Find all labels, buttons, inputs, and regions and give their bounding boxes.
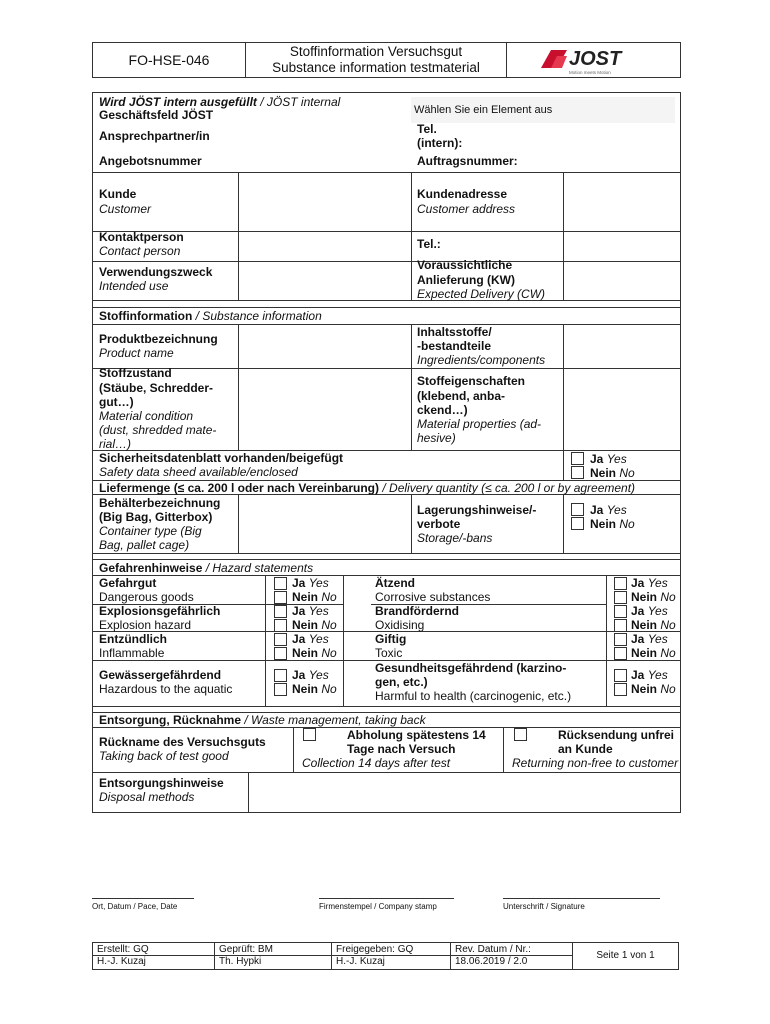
ingredients-label-en: Ingredients/components bbox=[417, 353, 546, 367]
health-no-checkbox[interactable] bbox=[614, 683, 627, 696]
condition-label: Stoffzustand bbox=[99, 366, 172, 380]
no-label: Nein bbox=[631, 618, 658, 632]
title-de: Stoffinformation Versuchsgut bbox=[289, 44, 463, 59]
no-label: Nein bbox=[292, 590, 319, 604]
hazard-health-label-2: gen, etc.) bbox=[375, 675, 428, 689]
released-by: H.-J. Kuzaj bbox=[336, 956, 385, 967]
delivery-label: Voraussichtliche bbox=[417, 258, 513, 272]
checked-label: Geprüft: BM bbox=[219, 944, 273, 955]
contact-label: Kontaktperson bbox=[99, 230, 184, 244]
properties-label-2: (klebend, anba- bbox=[417, 389, 506, 403]
disposal-heading: Entsorgung, Rücknahme bbox=[99, 713, 242, 727]
yes-label: Ja bbox=[631, 576, 645, 590]
no-label-en: No bbox=[321, 590, 337, 604]
collection-checkbox[interactable] bbox=[303, 728, 316, 741]
title-en: Substance information testmaterial bbox=[272, 60, 480, 75]
storage-no-label: Nein bbox=[590, 517, 617, 531]
return-label-en: Taking back of test good bbox=[99, 749, 229, 763]
no-label: Nein bbox=[292, 682, 319, 696]
hazard-oxidising-label: Brandfördernd bbox=[375, 604, 459, 618]
container-label-en: Container type (Big bbox=[99, 524, 202, 538]
hazard-corrosive-label: Ätzend bbox=[375, 576, 415, 590]
no-label-en: No bbox=[660, 590, 676, 604]
division-select[interactable] bbox=[411, 97, 675, 123]
quantity-label-en: / Delivery quantity (≤ ca. 200 l or by agreement) bbox=[382, 481, 636, 495]
no-label-en: No bbox=[660, 682, 676, 696]
yes-label-en: Yes bbox=[308, 576, 329, 590]
hazard-inflammable-label: Entzündlich bbox=[99, 632, 167, 646]
condition-label-en-3: rial…) bbox=[99, 437, 131, 451]
customer-address-label: Kundenadresse bbox=[417, 187, 508, 201]
form-code: FO-HSE-046 bbox=[93, 43, 246, 77]
aquatic-yes-checkbox[interactable] bbox=[274, 669, 287, 682]
storage-label: Lagerungshinweise/- bbox=[417, 503, 537, 517]
storage-yes-label: Ja bbox=[590, 503, 604, 517]
condition-label-en: Material condition bbox=[99, 409, 194, 423]
customer-address-label-en: Customer address bbox=[417, 202, 516, 216]
division-select-value: Wählen Sie ein Element aus bbox=[414, 104, 553, 116]
return-customer-option-en: Returning non-free to customer bbox=[512, 756, 679, 770]
place-date-label: Ort, Datum / Pace, Date bbox=[92, 902, 178, 911]
logo-text: JOST bbox=[569, 48, 622, 70]
hazard-aquatic-label-en: Hazardous to the aquatic bbox=[99, 682, 233, 696]
delivery-label-en: Expected Delivery (CW) bbox=[417, 287, 546, 301]
checked-by: Th. Hypki bbox=[219, 956, 262, 967]
yes-label: Ja bbox=[292, 576, 306, 590]
storage-yes-checkbox[interactable] bbox=[571, 503, 584, 516]
no-label: Nein bbox=[631, 682, 658, 696]
collection-option-en: Collection 14 days after test bbox=[302, 756, 451, 770]
internal-heading: Wird JÖST intern ausgefüllt bbox=[99, 95, 257, 109]
document-footer bbox=[92, 942, 679, 970]
return-customer-option-2: an Kunde bbox=[558, 742, 613, 756]
container-label-en-2: Bag, pallet cage) bbox=[99, 538, 190, 552]
substance-form bbox=[92, 92, 681, 813]
storage-label-en: Storage/-bans bbox=[417, 531, 493, 545]
released-label: Freigegeben: GQ bbox=[336, 944, 414, 955]
document-header bbox=[92, 42, 681, 78]
container-label: Behälterbezeichnung bbox=[99, 496, 221, 510]
storage-label-2: verbote bbox=[417, 517, 461, 531]
hazard-toxic-label-en: Toxic bbox=[375, 646, 403, 660]
storage-yes-label-en: Yes bbox=[606, 503, 627, 517]
internal-tel-sub: (intern): bbox=[417, 136, 463, 150]
no-label: Nein bbox=[292, 646, 319, 660]
hazard-corrosive-label-en: Corrosive substances bbox=[375, 590, 491, 604]
hazard-aquatic-label: Gewässergefährdend bbox=[99, 668, 222, 682]
sds-label-en: Safety data sheed available/enclosed bbox=[99, 465, 298, 479]
toxic-yes-checkbox[interactable] bbox=[614, 633, 627, 646]
sds-yes-checkbox[interactable] bbox=[571, 452, 584, 465]
hazard-dangerous-goods-label: Gefahrgut bbox=[99, 576, 157, 590]
yes-label-en: Yes bbox=[647, 632, 668, 646]
customer-label: Kunde bbox=[99, 187, 137, 201]
customer-label-en: Customer bbox=[99, 202, 152, 216]
disposal-notes-label: Entsorgungshinweise bbox=[99, 776, 224, 790]
hazard-health-label: Gesundheitsgefährdend (karzino- bbox=[375, 661, 567, 675]
hazard-health-label-en: Harmful to health (carcinogenic, etc.) bbox=[375, 689, 572, 703]
oxidising-no-checkbox[interactable] bbox=[614, 619, 627, 632]
explosive-yes-checkbox[interactable] bbox=[274, 605, 287, 618]
ingredients-label: Inhaltsstoffe/ bbox=[417, 325, 492, 339]
product-label: Produktbezeichnung bbox=[99, 332, 218, 346]
yes-label: Ja bbox=[631, 668, 645, 682]
corrosive-yes-checkbox[interactable] bbox=[614, 577, 627, 590]
hazard-explosive-label: Explosionsgefährlich bbox=[99, 604, 221, 618]
disposal-notes-label-en: Disposal methods bbox=[99, 790, 195, 804]
customer-tel-label: Tel.: bbox=[417, 237, 441, 251]
contact-person-label: Ansprechpartner/in bbox=[99, 129, 210, 143]
inflammable-yes-checkbox[interactable] bbox=[274, 633, 287, 646]
hazard-inflammable-label-en: Inflammable bbox=[99, 646, 165, 660]
logo-tagline: Motion meets Motion bbox=[569, 70, 611, 75]
yes-label-en: Yes bbox=[308, 668, 329, 682]
yes-label-en: Yes bbox=[308, 632, 329, 646]
intended-use-label-en: Intended use bbox=[99, 279, 169, 293]
yes-label: Ja bbox=[292, 668, 306, 682]
toxic-no-checkbox[interactable] bbox=[614, 647, 627, 660]
delivery-label-2: Anlieferung (KW) bbox=[417, 273, 515, 287]
document-title bbox=[246, 43, 507, 78]
hazard-explosive-label-en: Explosion hazard bbox=[99, 618, 192, 632]
no-label-en: No bbox=[321, 646, 337, 660]
no-label: Nein bbox=[631, 590, 658, 604]
yes-label-en: Yes bbox=[647, 604, 668, 618]
no-label-en: No bbox=[321, 618, 337, 632]
yes-label-en: Yes bbox=[308, 604, 329, 618]
sds-yes-label-en: Yes bbox=[606, 452, 627, 466]
substance-heading: Stoffinformation bbox=[99, 309, 193, 323]
company-logo bbox=[507, 43, 680, 77]
no-label-en: No bbox=[321, 682, 337, 696]
hazard-oxidising-label-en: Oxidising bbox=[375, 618, 425, 632]
quantity-label: Liefermenge (≤ ca. 200 l oder nach Vereinbarung) bbox=[99, 481, 380, 495]
properties-label-3: ckend…) bbox=[417, 403, 468, 417]
no-label: Nein bbox=[292, 618, 319, 632]
hazard-toxic-label: Giftig bbox=[375, 632, 407, 646]
corrosive-no-checkbox[interactable] bbox=[614, 591, 627, 604]
return-customer-checkbox[interactable] bbox=[514, 728, 527, 741]
no-label-en: No bbox=[660, 618, 676, 632]
ingredients-label-2: -bestandteile bbox=[417, 339, 492, 353]
yes-label: Ja bbox=[292, 604, 306, 618]
properties-label-en: Material properties (ad- bbox=[417, 417, 542, 431]
sds-yes-label: Ja bbox=[590, 452, 604, 466]
yes-label-en: Yes bbox=[647, 576, 668, 590]
return-customer-option: Rücksendung unfrei bbox=[558, 728, 675, 742]
division-label: Geschäftsfeld JÖST bbox=[99, 108, 214, 122]
hazards-heading-en: / Hazard statements bbox=[205, 561, 314, 575]
jost-logo-icon bbox=[507, 43, 680, 77]
dangerous-goods-no-checkbox[interactable] bbox=[274, 591, 287, 604]
signature-label: Unterschrift / Signature bbox=[503, 902, 585, 911]
created-by: H.-J. Kuzaj bbox=[97, 956, 146, 967]
intended-use-label: Verwendungszweck bbox=[99, 265, 213, 279]
contact-label-en: Contact person bbox=[99, 244, 181, 258]
properties-label: Stoffeigenschaften bbox=[417, 374, 526, 388]
internal-tel-label: Tel. bbox=[417, 122, 437, 136]
substance-heading-en: / Substance information bbox=[195, 309, 322, 323]
disposal-heading-en: / Waste management, taking back bbox=[244, 713, 426, 727]
yes-label-en: Yes bbox=[647, 668, 668, 682]
storage-no-label-en: No bbox=[619, 517, 635, 531]
revision-label: Rev. Datum / Nr.: bbox=[455, 944, 531, 955]
hazard-dangerous-goods-label-en: Dangerous goods bbox=[99, 590, 194, 604]
container-label-2: (Big Bag, Gitterbox) bbox=[99, 510, 213, 524]
product-label-en: Product name bbox=[99, 346, 174, 360]
company-stamp-label: Firmenstempel / Company stamp bbox=[319, 902, 437, 911]
page-number: Seite 1 von 1 bbox=[596, 950, 655, 961]
condition-label-3: gut…) bbox=[99, 395, 134, 409]
inflammable-no-checkbox[interactable] bbox=[274, 647, 287, 660]
dangerous-goods-yes-checkbox[interactable] bbox=[274, 577, 287, 590]
no-label: Nein bbox=[631, 646, 658, 660]
quote-number-label: Angebotsnummer bbox=[99, 154, 202, 168]
condition-label-2: (Stäube, Schredder- bbox=[99, 381, 214, 395]
yes-label: Ja bbox=[631, 604, 645, 618]
aquatic-no-checkbox[interactable] bbox=[274, 683, 287, 696]
sds-no-label: Nein bbox=[590, 466, 617, 480]
internal-heading-en: / JÖST internal bbox=[260, 95, 341, 109]
hazards-heading: Gefahrenhinweise bbox=[99, 561, 203, 575]
collection-option-2: Tage nach Versuch bbox=[347, 742, 456, 756]
order-number-label: Auftragsnummer: bbox=[417, 154, 518, 168]
created-label: Erstellt: GQ bbox=[97, 944, 149, 955]
oxidising-yes-checkbox[interactable] bbox=[614, 605, 627, 618]
collection-option: Abholung spätestens 14 bbox=[347, 728, 486, 742]
sds-no-label-en: No bbox=[619, 466, 635, 480]
explosive-no-checkbox[interactable] bbox=[274, 619, 287, 632]
return-label: Rückname des Versuchsguts bbox=[99, 735, 266, 749]
yes-label: Ja bbox=[631, 632, 645, 646]
revision-value: 18.06.2019 / 2.0 bbox=[455, 956, 528, 967]
properties-label-en-2: hesive) bbox=[417, 431, 456, 445]
no-label-en: No bbox=[660, 646, 676, 660]
sds-no-checkbox[interactable] bbox=[571, 466, 584, 479]
health-yes-checkbox[interactable] bbox=[614, 669, 627, 682]
storage-no-checkbox[interactable] bbox=[571, 517, 584, 530]
condition-label-en-2: (dust, shredded mate- bbox=[99, 423, 217, 437]
yes-label: Ja bbox=[292, 632, 306, 646]
sds-label: Sicherheitsdatenblatt vorhanden/beigefügt bbox=[99, 451, 344, 465]
